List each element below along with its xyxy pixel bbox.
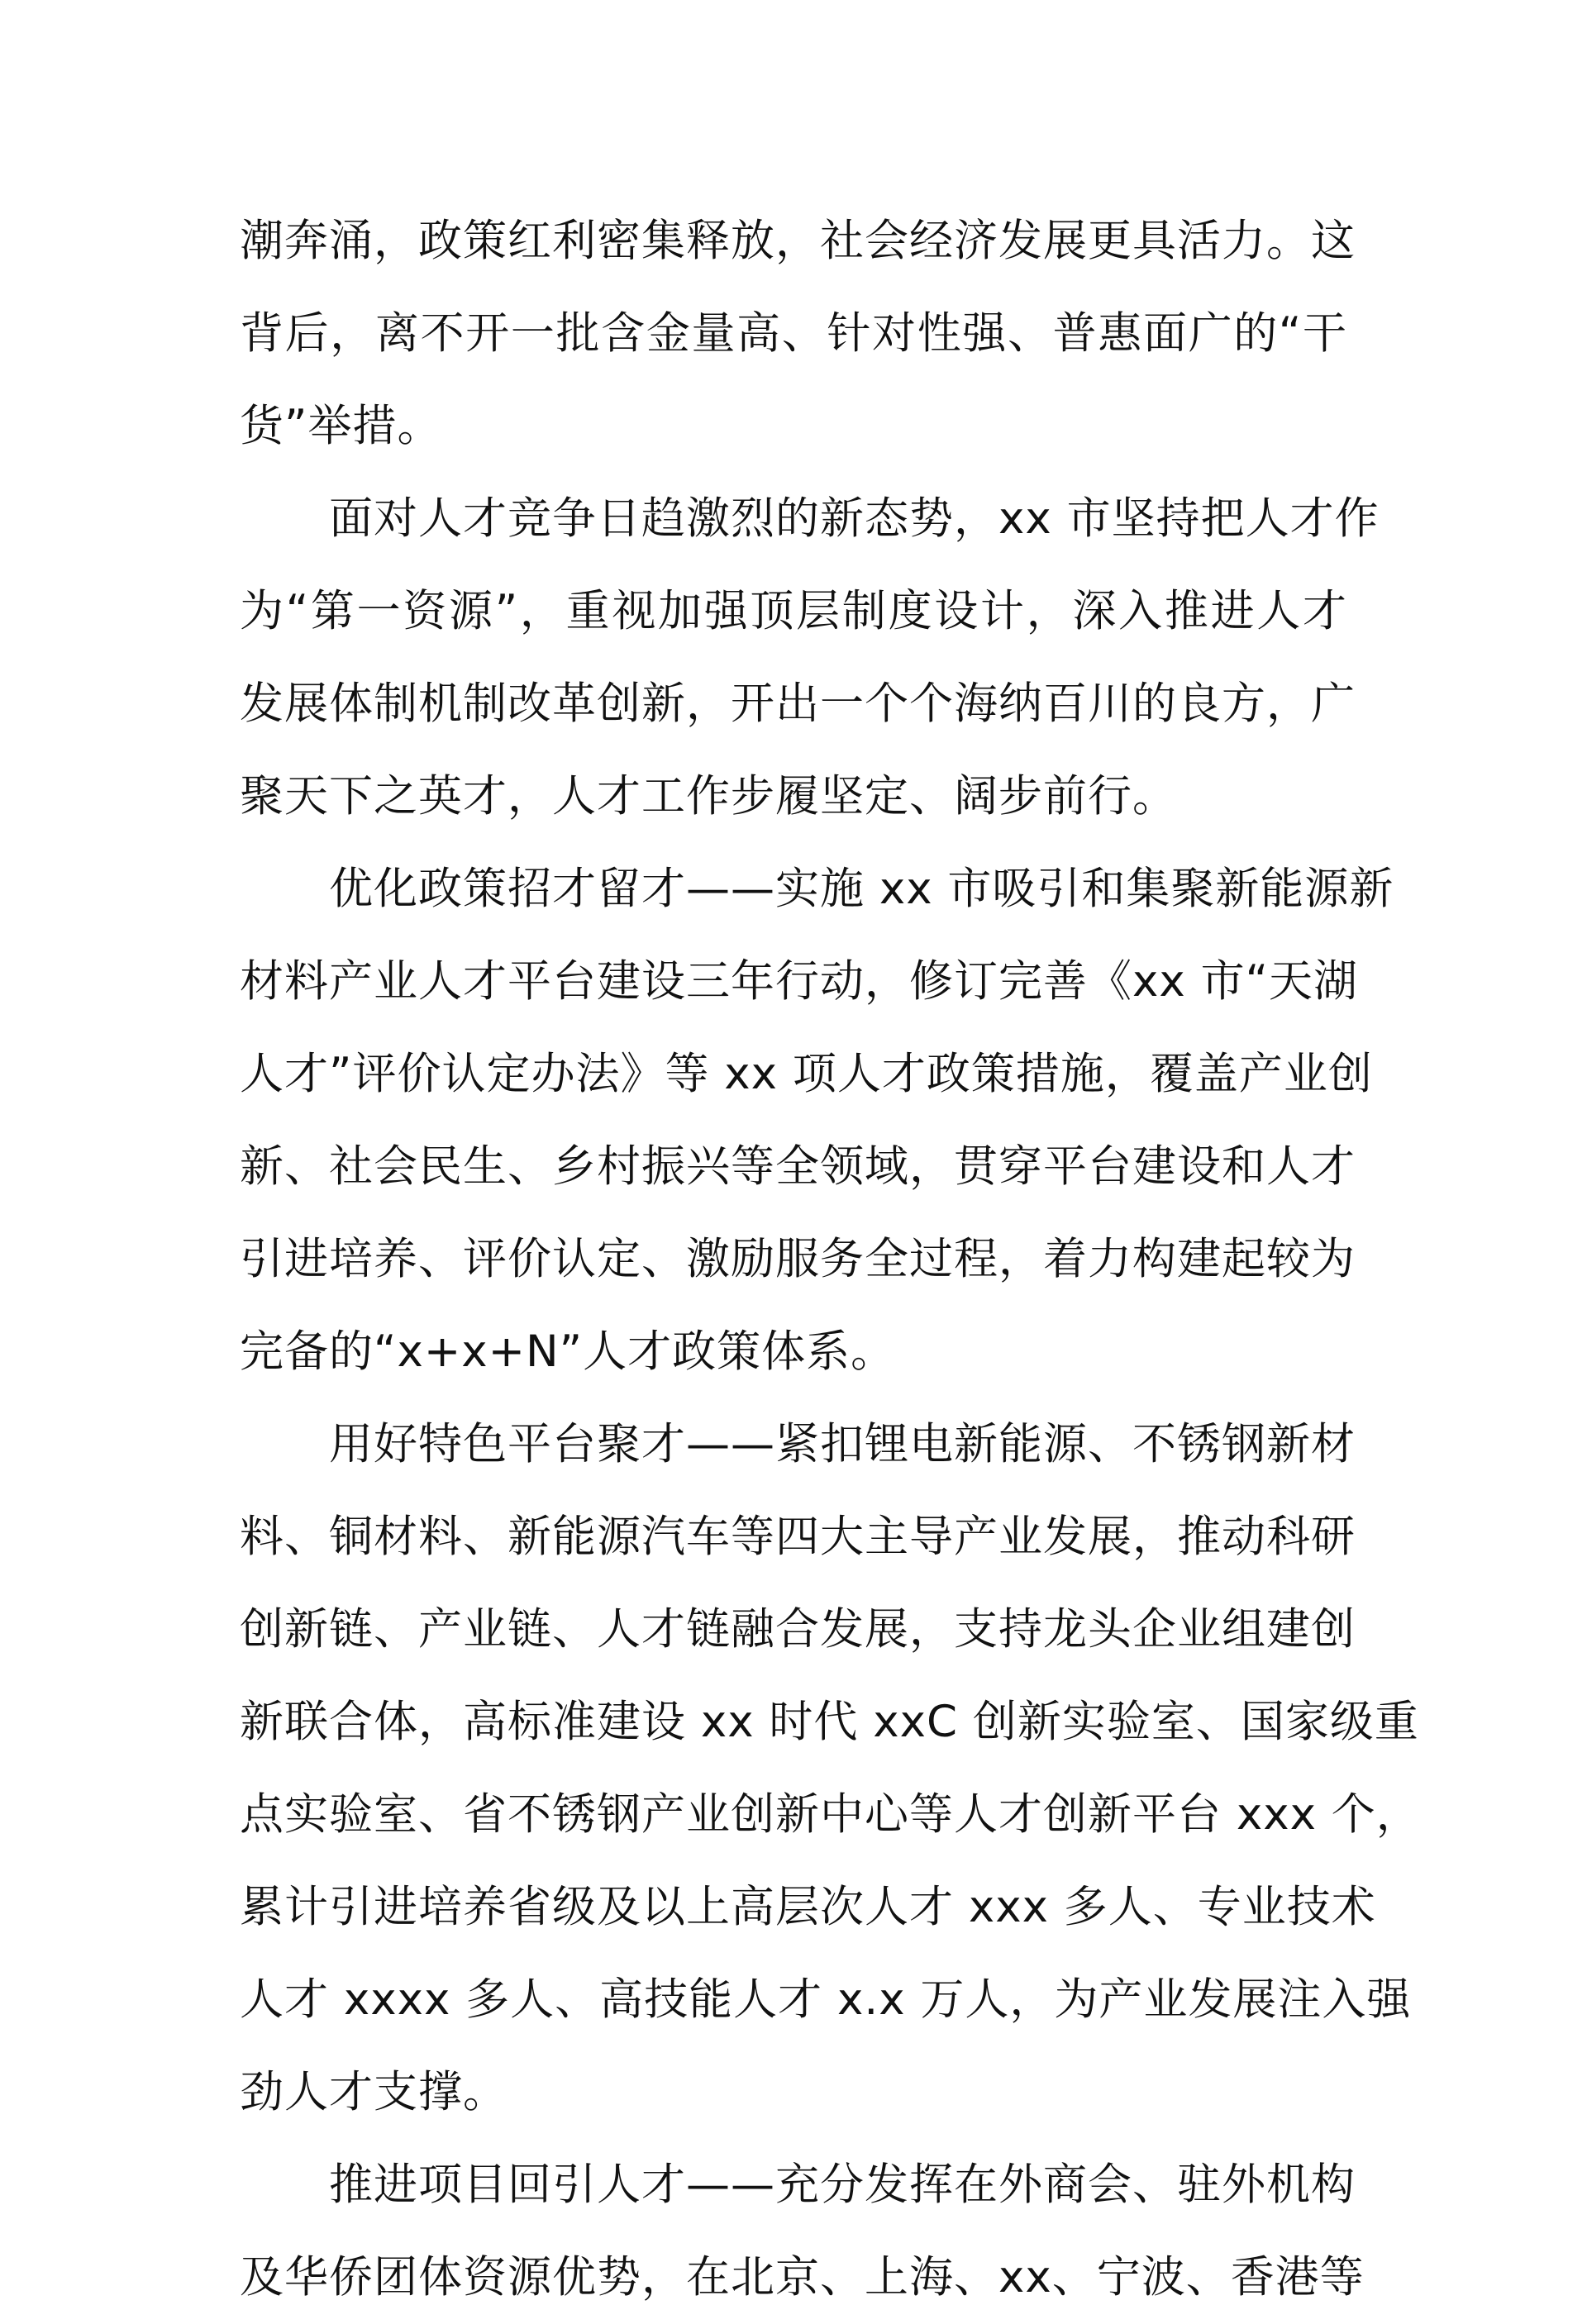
- text-line: 发展体制机制改革创新，开出一个个海纳百川的良方，广: [240, 679, 1356, 729]
- body-text: [240, 195, 1421, 2324]
- text-line: 及华侨团体资源优势，在北京、上海、xx、宁波、香港等: [240, 2252, 1365, 2303]
- paragraph-first-line: 面对人才竞争日趋激烈的新态势，xx 市坚持把人才作: [329, 493, 1380, 544]
- text-line: 聚天下之英才，人才工作步履坚定、阔步前行。: [240, 771, 1177, 821]
- text-line: 料、铜材料、新能源汽车等四大主导产业发展，推动科研: [240, 1512, 1356, 1562]
- text-line: 新联合体，高标准建设 xx 时代 xxC 创新实验室、国家级重: [240, 1697, 1419, 1747]
- text-line: 新、社会民生、乡村振兴等全领域，贯穿平台建设和人才: [240, 1141, 1356, 1192]
- text-line: 人才”评价认定办法》等 xx 项人才政策措施，覆盖产业创: [240, 1049, 1373, 1099]
- text-line: 背后，离不开一批含金量高、针对性强、普惠面广的“干: [240, 308, 1347, 359]
- text-line: 累计引进培养省级及以上高层次人才 xxx 多人、专业技术: [240, 1882, 1376, 1932]
- text-line: 完备的“x+x+N”人才政策体系。: [240, 1326, 896, 1377]
- text-line: 潮奔涌，政策红利密集释放，社会经济发展更具活力。这: [240, 216, 1356, 266]
- text-line: 创新链、产业链、人才链融合发展，支持龙头企业组建创: [240, 1604, 1356, 1655]
- text-line: 引进培养、评价认定、激励服务全过程，着力构建起较为: [240, 1234, 1356, 1284]
- text-line: 材料产业人才平台建设三年行动，修订完善《xx 市“天湖: [240, 956, 1359, 1007]
- text-line: 为“第一资源”，重视加强顶层制度设计，深入推进人才: [240, 586, 1347, 636]
- paragraph-first-line: 推进项目回引人才——充分发挥在外商会、驻外机构: [329, 2160, 1356, 2210]
- text-line: 劲人才支撑。: [240, 2067, 508, 2117]
- text-line: 人才 xxxx 多人、高技能人才 x.x 万人，为产业发展注入强: [240, 1974, 1412, 2025]
- text-line: 点实验室、省不锈钢产业创新中心等人才创新平台 xxx 个，: [240, 1789, 1421, 1840]
- text-line: 货”举措。: [240, 401, 442, 451]
- paragraph-first-line: 用好特色平台聚才——紧扣锂电新能源、不锈钢新材: [329, 1419, 1356, 1469]
- paragraph-first-line: 优化政策招才留才——实施 xx 市吸引和集聚新能源新: [329, 864, 1394, 914]
